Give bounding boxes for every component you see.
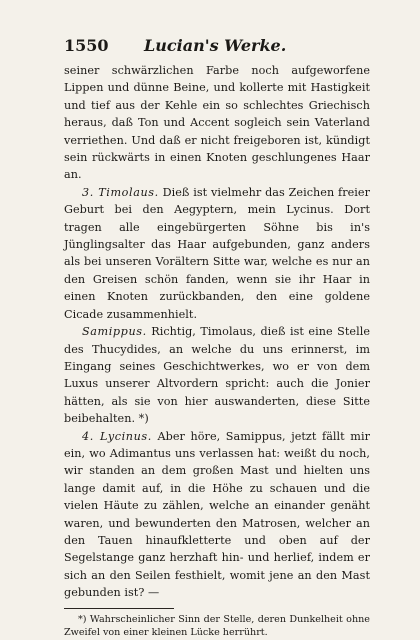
speaker-label: 4. Lycinus.: [82, 429, 152, 443]
page-number: 1550: [64, 36, 109, 55]
speaker-label: Samippus.: [82, 325, 147, 339]
page-header: [64, 36, 370, 62]
paragraph: [64, 184, 370, 323]
running-title: Lucian's Werke.: [144, 36, 287, 55]
footnote-text: *) Wahrscheinlicher Sinn der Stelle, deren Dunkelheit ohne Zweifel von einer kleinen Lücke herrührt.: [64, 613, 370, 639]
paragraph: [64, 323, 370, 427]
speaker-label: 3. Timolaus.: [82, 185, 159, 199]
paragraph-text: Richtig, Timolaus, dieß ist eine Stelle des Thucydides, an welche du uns erinnerst, im Eingang seines Geschichtwerkes, wo er von dem Luxus unserer Altvordern spricht: auch die Jonier hätten, als sie von hier auswanderten, diese Sitte beibehalten. *): [64, 325, 370, 426]
paragraph-text: Aber höre, Samippus, jetzt fällt mir ein, wo Adimantus uns verlassen hat: weißt du noch, wir standen an dem großen Mast und hielten uns lange damit auf, in die Höhe zu schauen und die vielen Häute zu zählen, welche an einander genäht waren, und bewunderten den Matrosen, welcher an den Tauen hinaufkletterte und oben auf der Segelstange ganz herzhaft hin- und herlief, indem er sich an den Seilen festhielt, womit jene an den Mast gebunden ist? —: [64, 429, 370, 600]
paragraph-text: Dieß ist vielmehr das Zeichen freier Geburt bei den Aegyptern, mein Lycinus. Dort tragen alle eingebürgerten Söhne bis in's Jünglingsalter das Haar aufgebunden, ganz anders als bei unseren Vorältern Sitte war, welche es nur an den Greisen schön fanden, wenn sie ihr Haar in einen Knoten zurückbanden, den eine goldene Cicade zusammenhielt.: [64, 185, 370, 321]
footnote-divider: [64, 608, 174, 609]
body-text: [64, 62, 370, 602]
paragraph: [64, 62, 370, 184]
footnote: [64, 613, 370, 640]
paragraph-text: seiner schwärzlichen Farbe noch aufgeworfene Lippen und dünne Beine, und kollerte mit Hastigkeit und tief aus der Kehle ein so schlechtes Griechisch heraus, daß Ton und Accent sogleich sein Vaterland verriethen. Und daß er nicht freigeboren ist, kündigt sein rückwärts in einen Knoten geschlungenes Haar an.: [64, 64, 370, 182]
paragraph: [64, 428, 370, 602]
